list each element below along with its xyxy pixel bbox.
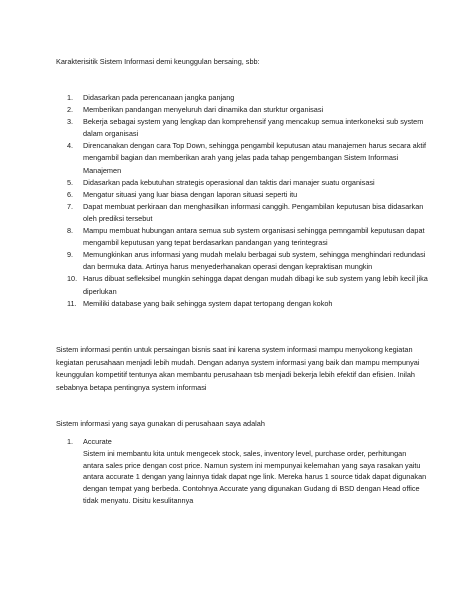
list-item — [56, 116, 428, 140]
list-number: 11. — [67, 298, 77, 308]
list-item-text: Memungkinkan arus informasi yang mudah melalu berbagai sub system, sehingga menghindari redundasi dan bermuka data. Artinya harus menyederhanakan operasi dengan kepraktisan mungkin — [83, 250, 426, 272]
list-item-text: Dapat membuat perkiraan dan menghasilkan informasi canggih. Pengambilan keputusan bisa didasarkan oleh prediksi tersebut — [83, 201, 424, 223]
list-number: 5. — [67, 177, 74, 187]
systems-heading: Sistem informasi yang saya gunakan di perusahaan saya adalah — [56, 419, 265, 428]
list-item — [56, 273, 428, 297]
list-number: 9. — [67, 250, 74, 260]
list-number: 2. — [67, 105, 74, 115]
characteristics-list — [56, 92, 428, 310]
list-item — [56, 140, 428, 176]
list-item — [56, 189, 428, 201]
list-number: 7. — [67, 201, 74, 211]
list-item — [56, 92, 428, 104]
list-number: 4. — [67, 141, 74, 151]
system-title: Accurate — [83, 437, 112, 446]
list-number: 10. — [67, 274, 78, 284]
importance-paragraph: Sistem informasi pentin untuk persaingan bisnis saat ini karena system informasi mampu menyokong kegiatan kegiatan perusahaan menjadi lebih mudah. Dengan adanya system informasi yang baik dan mampu mempunyai keunggulan kompetitif tentunya akan membantu perusahaan tsb menjadi bekerja lebih efektif dan efisien. Inilah sebabnya betapa pentingnya system informasi — [56, 345, 420, 392]
list-number: 3. — [67, 117, 74, 127]
characteristics-heading: Karakterisitik Sistem Informasi demi keunggulan bersaing, sbb: — [56, 57, 260, 66]
list-item-text: Direncanakan dengan cara Top Down, sehingga pengambil keputusan atau manajemen harus secara aktif mengambil bagian dan memberikan arah yang jelas pada tahap pengembangan Sistem Informasi Manajemen — [83, 141, 427, 175]
systems-list — [56, 436, 428, 507]
list-item-text: Mampu membuat hubungan antara semua sub system organisasi sehingga pemngambil keputusan dapat mengambil keputusan yang tepat berdasarkan pandangan yang terintegrasi — [83, 226, 425, 248]
list-number: 1. — [67, 93, 74, 102]
system-description: Sistem ini membantu kita untuk mengecek stock, sales, inventory level, purchase order, perhitungan antara sales price dengan cost price. Namun system ini mempunyai kelemahan yang saya rasakan yaitu antara accurate 1 dengan yang lainnya tidak dapat nge link. Mereka harus 1 source tidak dapat digunakan dengan tempat yang berbeda. Contohnya Accurate yang digunakan Gudang di BSD dengan Head office tidak menyatu. Disitu kesulitannya — [83, 448, 427, 505]
list-item-text: Didasarkan pada kebutuhan strategis operasional dan taktis dari manajer suatu organisasi — [83, 177, 375, 187]
list-item — [56, 225, 428, 249]
list-item-text: Memiliki database yang baik sehingga system dapat tertopang dengan kokoh — [83, 298, 333, 308]
list-item — [56, 298, 428, 310]
list-item — [56, 436, 428, 507]
list-item — [56, 201, 428, 225]
list-item-text: Mengatur situasi yang luar biasa dengan laporan situasi seperti itu — [83, 189, 298, 199]
list-number: 1. — [67, 437, 74, 446]
list-item-text: Harus dibuat sefleksibel mungkin sehingga dapat dengan mudah dibagi ke sub system yang lebih kecil jika diperlukan — [83, 274, 428, 296]
list-number: 6. — [67, 189, 74, 199]
list-item — [56, 249, 428, 273]
list-item — [56, 104, 428, 116]
list-item-text: Bekerja sebagai system yang lengkap dan komprehensif yang mencakup semua interkoneksi sub system dalam organisasi — [83, 117, 424, 139]
list-number: 8. — [67, 226, 74, 236]
list-item — [56, 177, 428, 189]
list-item-text: Didasarkan pada perencanaan jangka panjang — [83, 93, 235, 102]
list-item-text: Memberikan pandangan menyeluruh dari dinamika dan sturktur organisasi — [83, 105, 324, 115]
